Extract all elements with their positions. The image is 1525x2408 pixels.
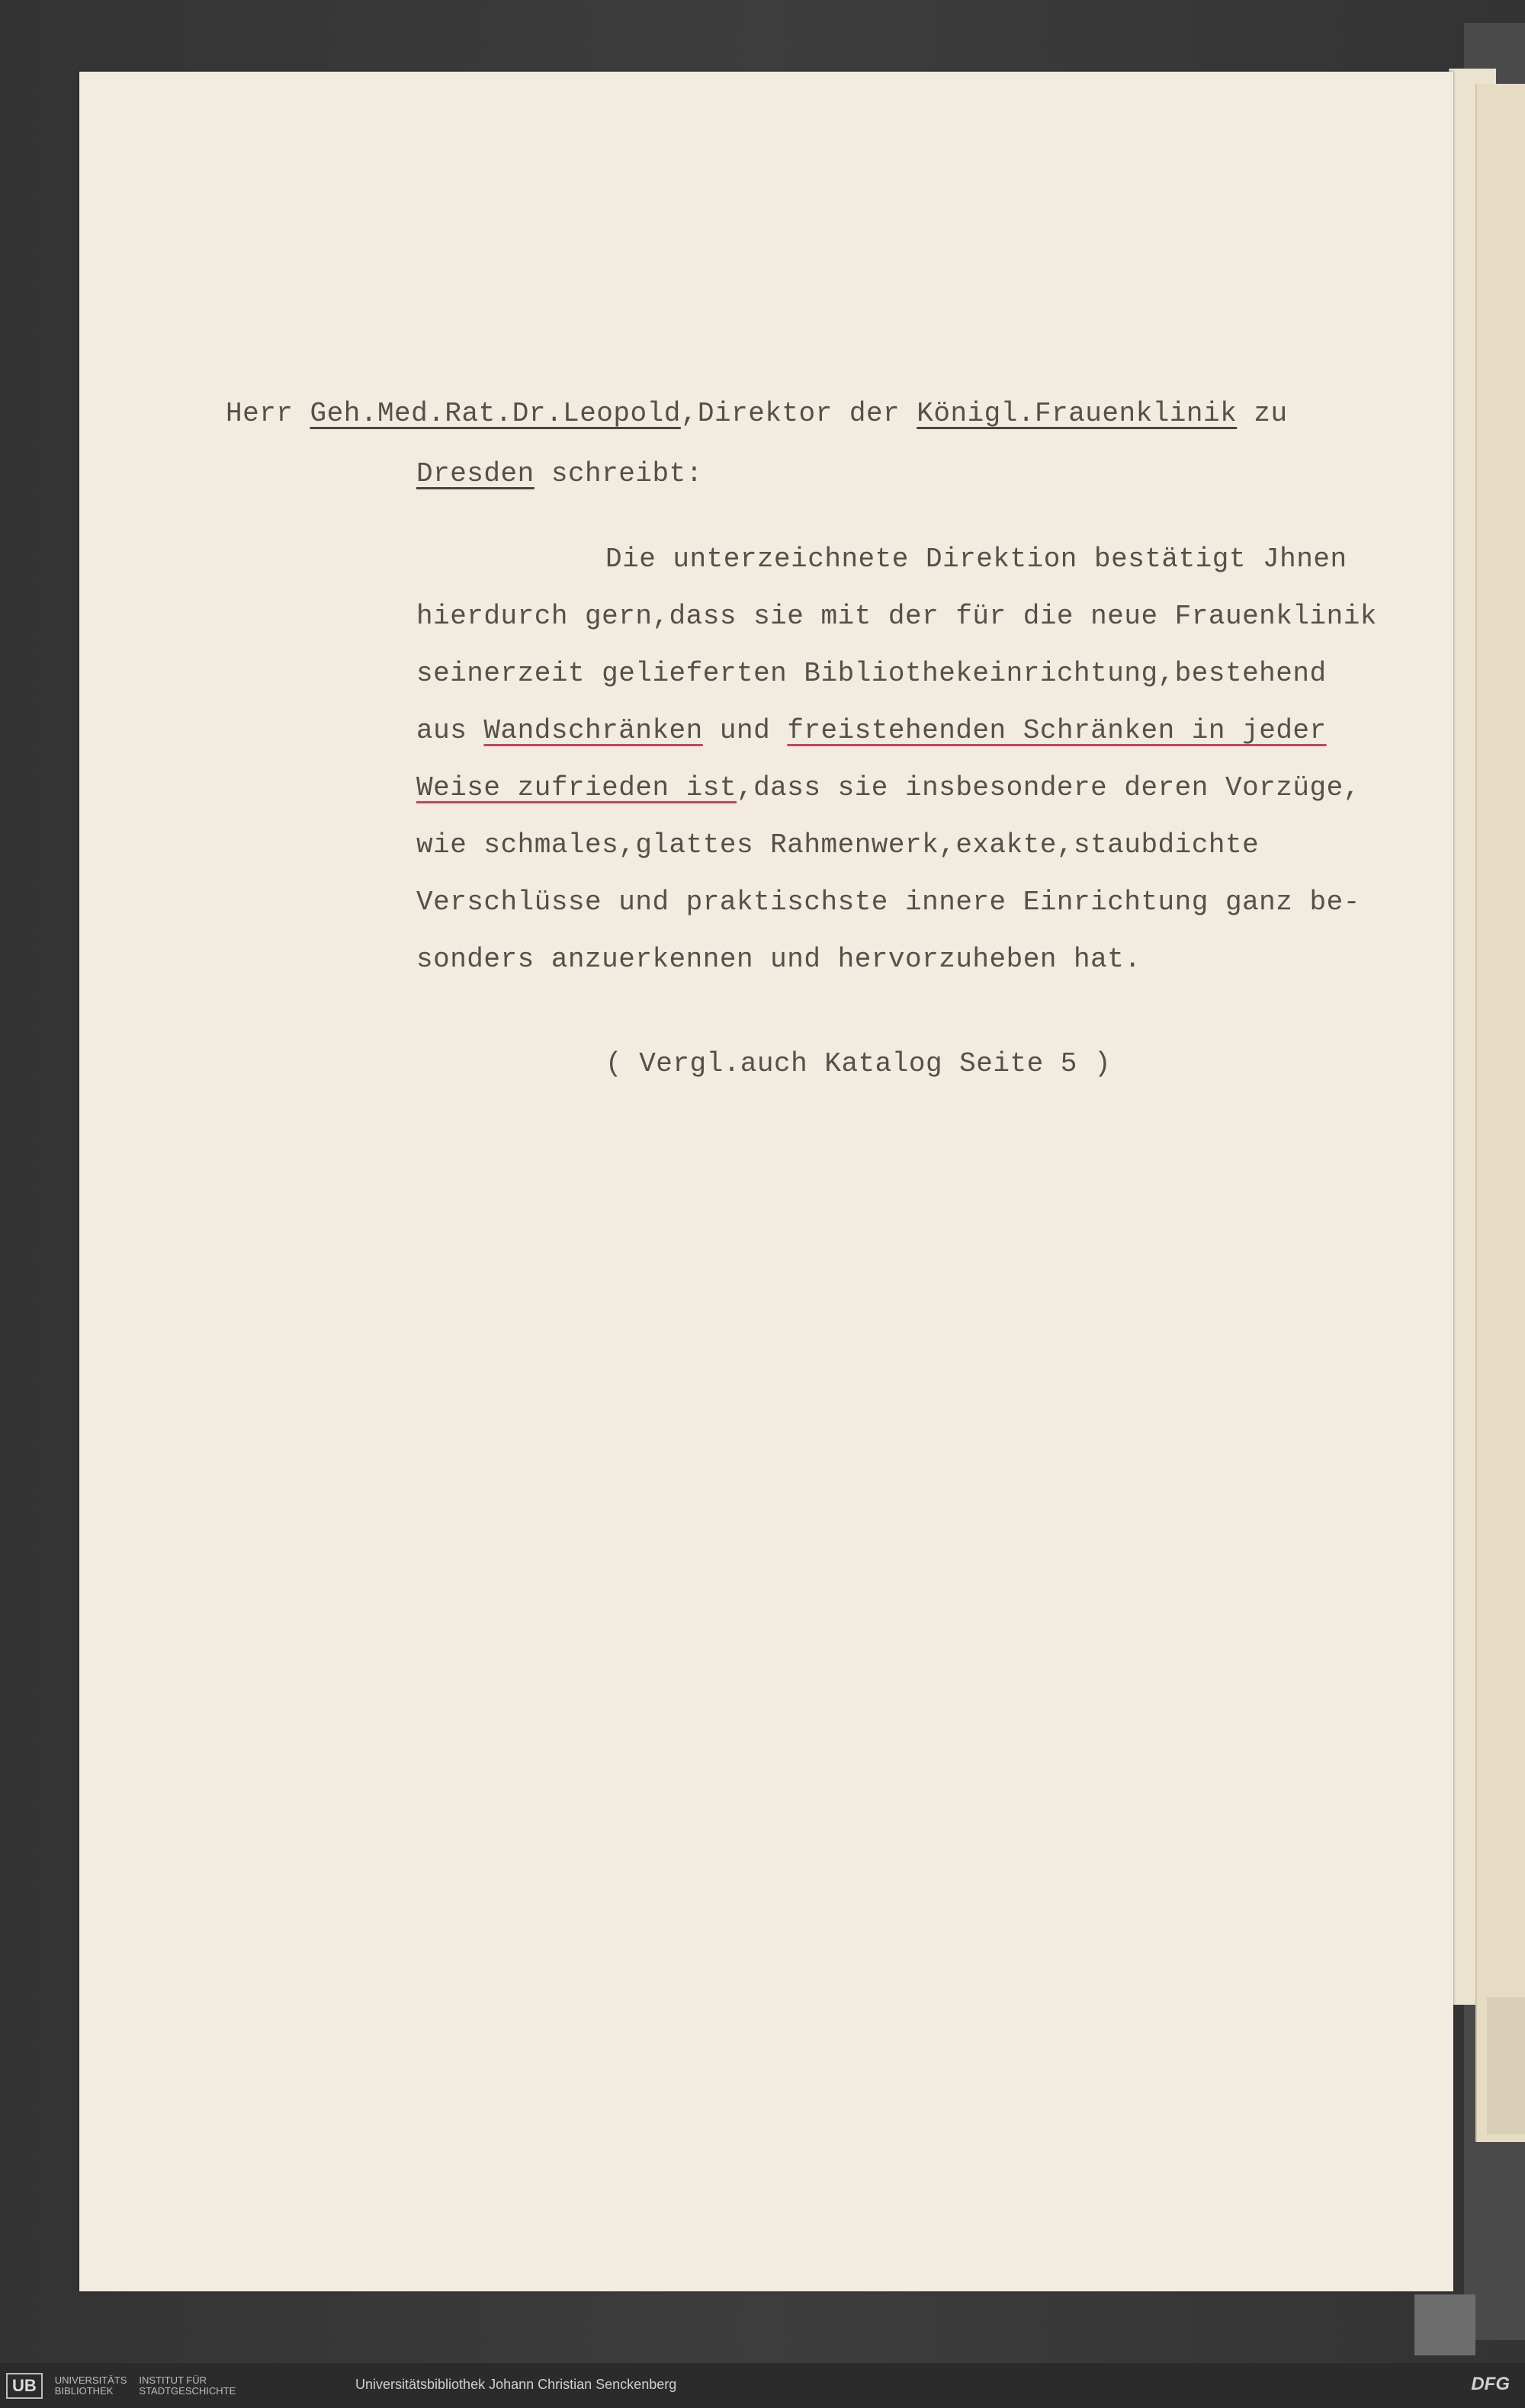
red-underlined-text: freistehenden Schränken in jeder — [787, 715, 1327, 746]
text-line: Die unterzeichnete Direktion bestätigt Jhnen — [605, 543, 1347, 575]
ub-logo-text: UNIVERSITÄTS BIBLIOTHEK — [54, 2374, 127, 2397]
dfg-logo: DFG — [1471, 2374, 1510, 2394]
text-span: zu — [1237, 398, 1288, 429]
document-page — [79, 72, 1453, 2291]
text-line — [416, 457, 703, 491]
text-line: sonders anzuerkennen und hervorzuheben hat. — [416, 944, 1141, 975]
institut-logo-text: INSTITUT FÜR STADTGESCHICHTE — [139, 2374, 236, 2397]
text-span: ,dass sie insbesondere deren Vorzüge, — [736, 772, 1360, 803]
red-underlined-text: Weise zufrieden ist — [416, 772, 737, 803]
ub-logo: UB — [6, 2373, 43, 2399]
catalog-reference: ( Vergl.auch Katalog Seite 5 ) — [605, 1048, 1112, 1079]
text-line — [416, 771, 1360, 805]
underlined-name: Geh.Med.Rat.Dr.Leopold — [310, 398, 681, 429]
footer-logos — [6, 2371, 236, 2401]
text-span: und — [702, 715, 788, 746]
underlined-institution: Königl.Frauenklinik — [917, 398, 1238, 429]
underlying-sheet — [1475, 84, 1525, 2142]
binding-clip — [1414, 2294, 1475, 2355]
underlying-sheet — [1487, 1997, 1525, 2134]
text-span: schreibt: — [534, 458, 703, 489]
red-underlined-text: Wandschränken — [483, 715, 703, 746]
text-line: Verschlüsse und praktischste innere Einrichtung ganz be- — [416, 887, 1360, 918]
footer-bar — [0, 2363, 1525, 2408]
text-line — [416, 714, 1327, 748]
footer-caption: Universitätsbibliothek Johann Christian Senckenberg — [355, 2377, 677, 2392]
text-span: ,Direktor der — [680, 398, 917, 429]
text-span: aus — [416, 715, 484, 746]
text-span: Herr — [226, 398, 310, 429]
text-line: hierdurch gern,dass sie mit der für die neue Frauenklinik — [416, 601, 1377, 632]
text-line — [226, 397, 1288, 431]
underlined-city: Dresden — [416, 458, 535, 489]
text-line: seinerzeit gelieferten Bibliothekeinrichtung,bestehend — [416, 658, 1327, 689]
text-line: wie schmales,glattes Rahmenwerk,exakte,staubdichte — [416, 829, 1260, 861]
